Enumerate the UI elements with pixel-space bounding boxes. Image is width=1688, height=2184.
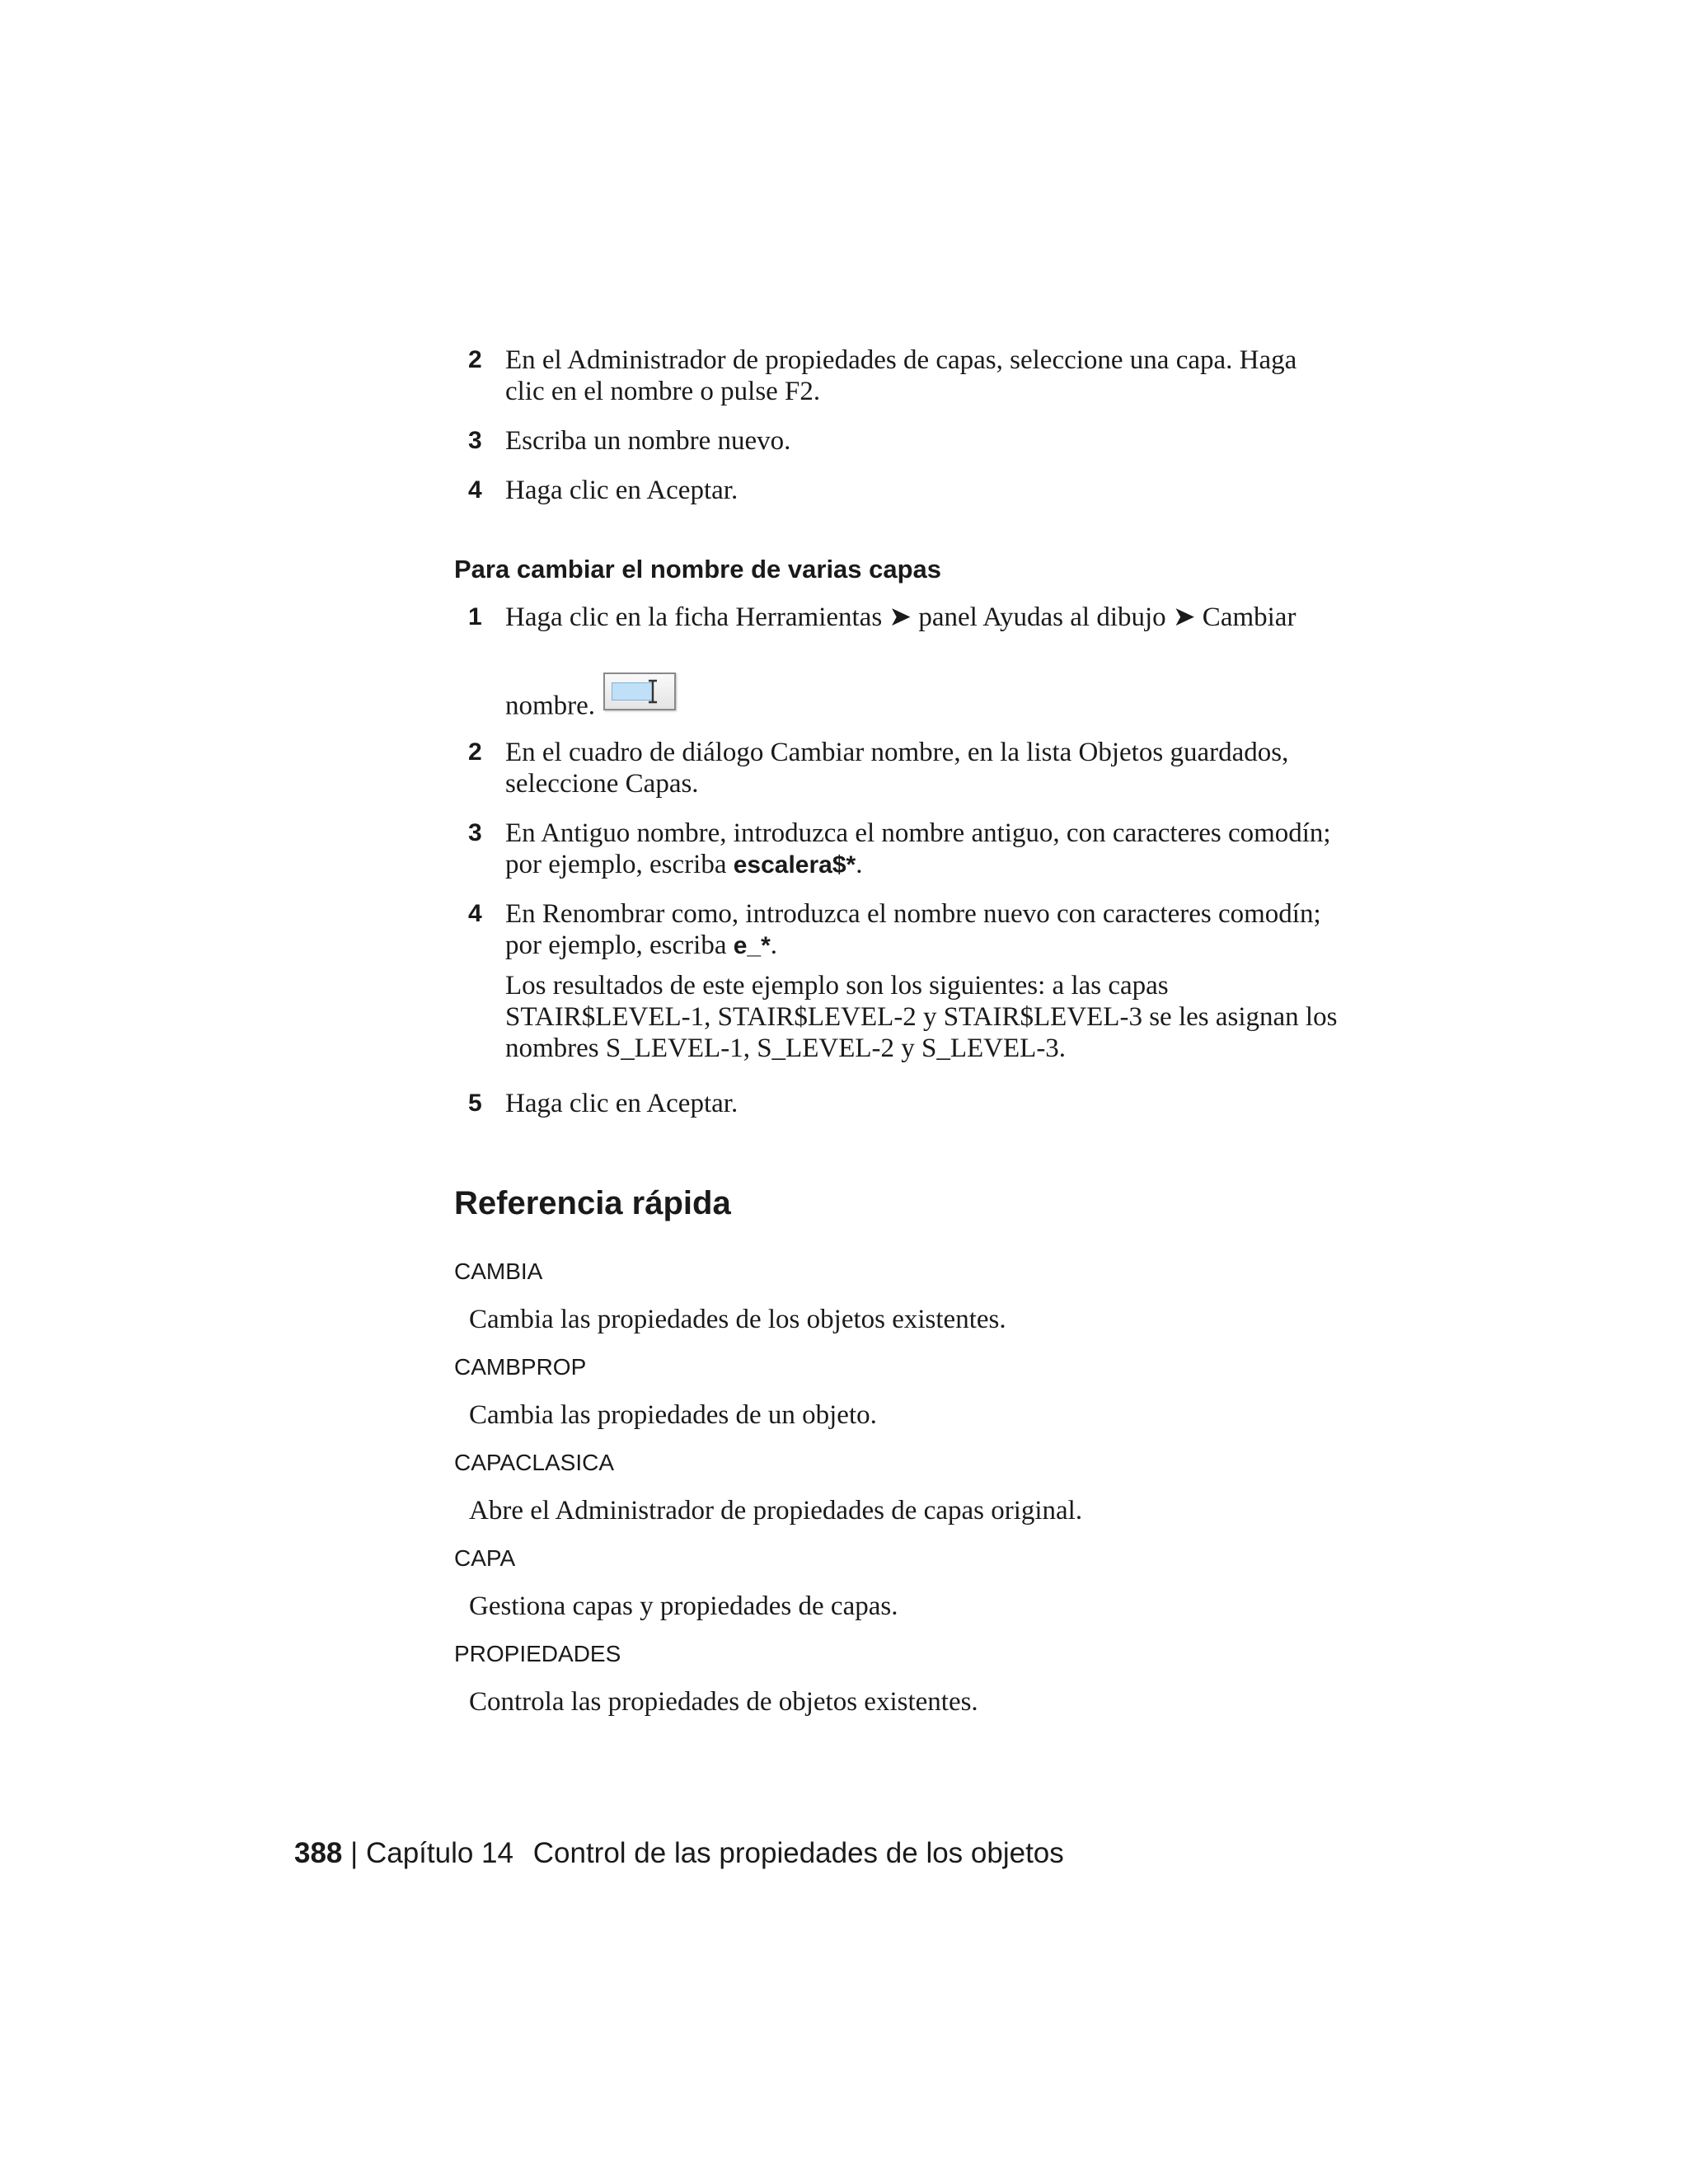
step-text: Haga clic en Aceptar. [505, 476, 738, 505]
step-item-continuation [468, 659, 1342, 727]
chapter-label: Capítulo 14 [365, 1837, 513, 1869]
step-note: Los resultados de este ejemplo son los siguientes: a las capas STAIR$LEVEL-1, STAIR$LEVEL-2 y STAIR$LEVEL-3 se les asignan los nombres S_LEVEL-1, S_LEVEL-2 y S_LEVEL-3. [505, 971, 1338, 1063]
page-footer [294, 1836, 1064, 1871]
step-text: Escriba un nombre nuevo. [505, 426, 791, 456]
step-number: 2 [468, 738, 482, 766]
step-text: En el Administrador de propiedades de capas, seleccione una capa. Haga clic en el nombre o pulse F2. [505, 345, 1297, 406]
step-item [468, 737, 1342, 799]
step-item [468, 602, 1342, 633]
section-heading: Referencia rápida [454, 1185, 731, 1221]
step-text: Haga clic en Aceptar. [505, 1089, 738, 1118]
step-number: 1 [468, 603, 482, 630]
command-name: CAMBIA [454, 1258, 543, 1284]
step-text-tail: nombre. [505, 691, 596, 721]
chapter-title: Control de las propiedades de los objetos [532, 1837, 1064, 1869]
command-name: PROPIEDADES [454, 1641, 621, 1666]
command-name: CAPACLASICA [454, 1450, 614, 1475]
step-text: En Renombrar como, introduzca el nombre nuevo con caracteres comodín; por ejemplo, escriba e_*. [505, 899, 1321, 960]
step-text: En el cuadro de diálogo Cambiar nombre, en la lista Objetos guardados, seleccione Capas. [505, 738, 1289, 799]
step-item [468, 818, 1342, 881]
command-description: Abre el Administrador de propiedades de capas original. [469, 1496, 1083, 1526]
step-text: En Antiguo nombre, introduzca el nombre antiguo, con caracteres comodín; por ejemplo, escriba escalera$*. [505, 818, 1331, 879]
step-number: 4 [468, 476, 482, 504]
step-item [468, 425, 1342, 457]
step-item [468, 898, 1342, 1064]
command-description: Cambia las propiedades de un objeto. [469, 1400, 877, 1430]
step-text: Haga clic en la ficha Herramientas ➤ panel Ayudas al dibujo ➤ Cambiar [505, 602, 1296, 632]
step-number: 3 [468, 819, 482, 846]
page-number: 388 [294, 1837, 343, 1869]
command-description: Controla las propiedades de objetos existentes. [469, 1687, 978, 1717]
command-name: CAPA [454, 1545, 516, 1571]
step-number: 4 [468, 900, 482, 927]
command-description: Gestiona capas y propiedades de capas. [469, 1591, 898, 1621]
text-cursor-icon [646, 679, 659, 704]
command-description: Cambia las propiedades de los objetos existentes. [469, 1305, 1006, 1334]
step-item [468, 475, 1342, 506]
step-item [468, 1088, 1342, 1119]
command-name: CAMBPROP [454, 1354, 587, 1380]
step-number: 3 [468, 427, 482, 454]
step-number: 2 [468, 346, 482, 373]
footer-separator: | [350, 1837, 359, 1869]
procedure-heading: Para cambiar el nombre de varias capas [454, 555, 942, 583]
step-number: 5 [468, 1090, 482, 1117]
rename-tool-icon [603, 673, 676, 710]
example-wildcard: e_* [733, 932, 771, 959]
step-item [468, 344, 1342, 407]
example-wildcard: escalera$* [733, 851, 856, 879]
step-text-continuation [505, 659, 1342, 727]
